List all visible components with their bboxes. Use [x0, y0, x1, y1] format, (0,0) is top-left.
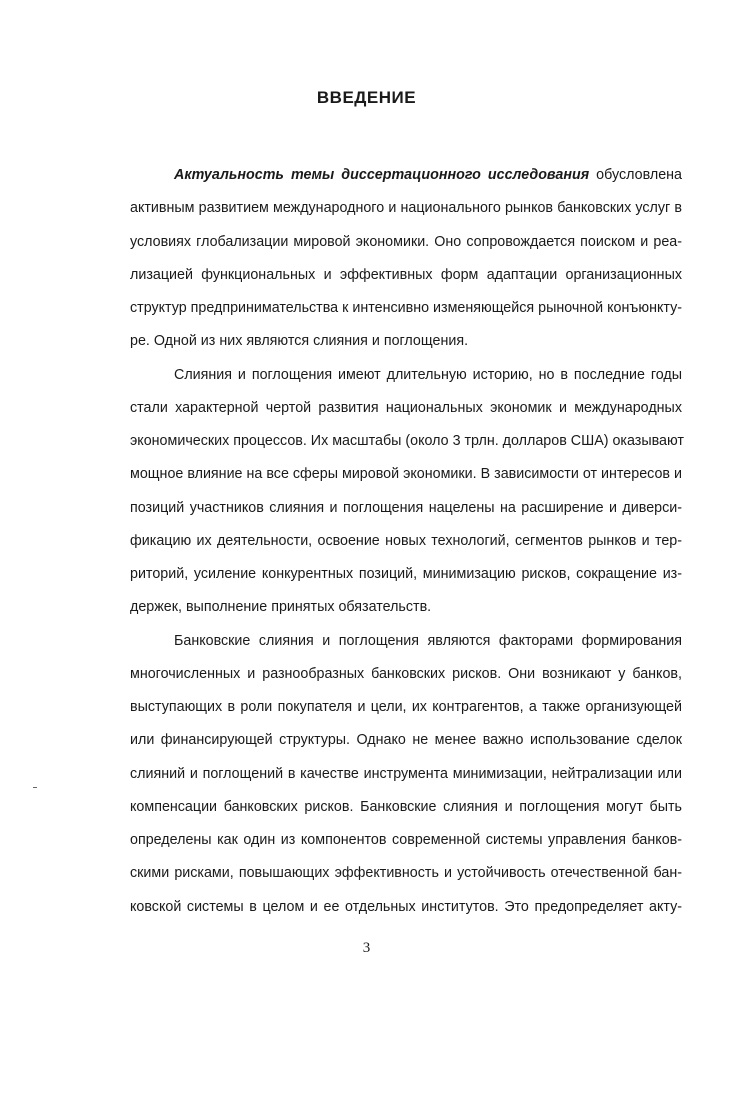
paragraph-3-line-4: или финансирующей структуры. Однако не менее важно использование сделок	[130, 732, 682, 748]
paragraph-1-line-5: структур предпринимательства к интенсивно изменяющейся рыночной конъюнкту-	[130, 300, 682, 316]
paragraph-1-line-4: лизацией функциональных и эффективных форм адаптации организационных	[130, 267, 682, 283]
paragraph-3-line-2: многочисленных и разнообразных банковских рисков. Они возникают у банков,	[130, 666, 682, 682]
paragraph-2-line-3: экономических процессов. Их масштабы (около 3 трлн. долларов США) оказывают	[130, 433, 684, 449]
paragraph-2-line-4: мощное влияние на все сферы мировой экономики. В зависимости от интересов и	[130, 466, 682, 482]
paragraph-1-line-6: ре. Одной из них являются слияния и поглощения.	[130, 333, 469, 349]
page-number: 3	[362, 940, 371, 956]
paragraph-2-line-5: позиций участников слияния и поглощения нацелены на расширение и диверси-	[130, 500, 682, 516]
paragraph-3-line-7: определены как один из компонентов современной системы управления банков-	[130, 832, 682, 848]
paragraph-2-line-7: риторий, усиление конкурентных позиций, минимизацию рисков, сокращение из-	[130, 566, 682, 582]
paragraph-3-line-3: выступающих в роли покупателя и цели, их контрагентов, а также организующей	[130, 699, 682, 715]
paragraph-3-line-1: Банковские слияния и поглощения являются факторами формирования	[174, 633, 682, 649]
paragraph-2-line-1: Слияния и поглощения имеют длительную историю, но в последние годы	[174, 367, 682, 383]
paragraph-2-line-8: держек, выполнение принятых обязательств.	[130, 599, 432, 615]
paragraph-2-line-2: стали характерной чертой развития национальных экономик и международных	[130, 400, 682, 416]
paragraph-1-line-2: активным развитием международного и национального рынков банковских услуг в	[130, 200, 682, 216]
paragraph-3-line-5: слияний и поглощений в качестве инструмента минимизации, нейтрализации или	[130, 766, 682, 782]
paragraph-3-line-9: ковской системы в целом и ее отдельных институтов. Это предопределяет акту-	[130, 899, 682, 915]
scan-mark	[33, 787, 37, 788]
page-title: ВВЕДЕНИЕ	[316, 88, 417, 107]
paragraph-1-line-3: условиях глобализации мировой экономики. Оно сопровождается поиском и реа-	[130, 234, 682, 250]
paragraph-2-line-6: фикацию их деятельности, освоение новых технологий, сегментов рынков и тер-	[130, 533, 682, 549]
lead-phrase: Актуальность темы диссертационного исследования	[174, 167, 590, 183]
paragraph-1-line-1	[174, 166, 682, 184]
line-text: обусловлена	[589, 167, 683, 183]
paragraph-3-line-6: компенсации банковских рисков. Банковские слияния и поглощения могут быть	[130, 799, 682, 815]
paragraph-3-line-8: скими рисками, повышающих эффективность и устойчивость отечественной бан-	[130, 865, 682, 881]
